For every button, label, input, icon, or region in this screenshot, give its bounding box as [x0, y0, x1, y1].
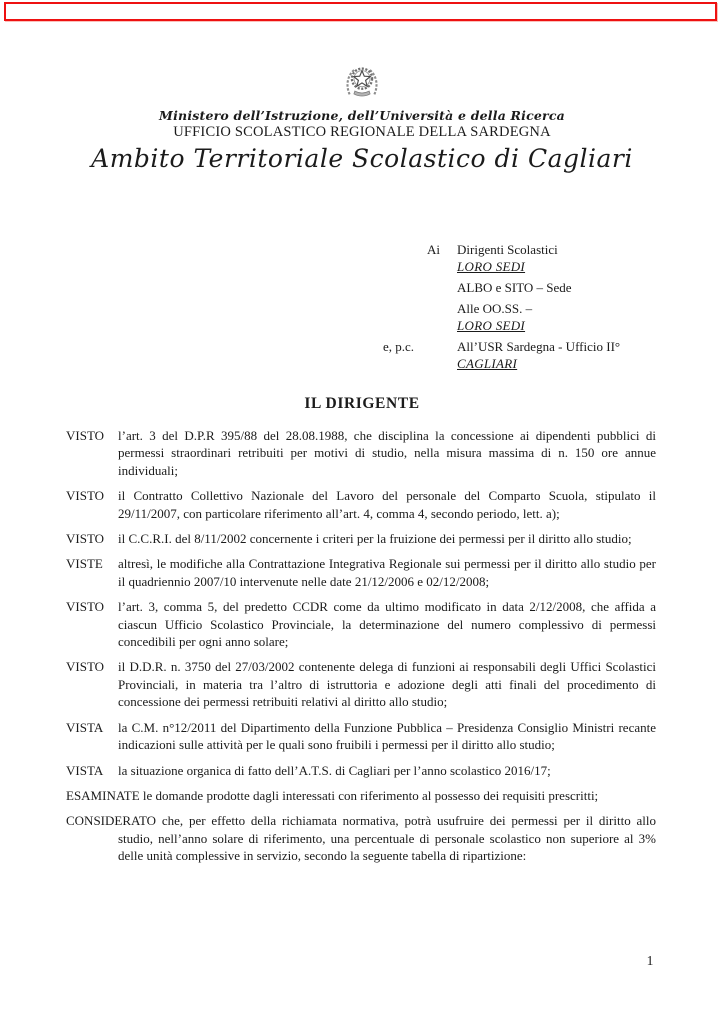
italy-emblem-icon	[340, 62, 384, 102]
regional-office-name: UFFICIO SCOLASTICO REGIONALE DELLA SARDEGNA	[173, 124, 551, 140]
protocol-stamp-frame	[4, 2, 717, 21]
premise-text: il Contratto Collettivo Nazionale del Lavoro del personale del Comparto Scuola, stipulato il 29/11/2007, con particolare riferimento all’art. 4, comma 4, secondo periodo, lett. a);	[118, 488, 656, 521]
ministry-name: Ministero dell’Istruzione, dell’Università e della Ricerca	[159, 108, 565, 123]
recipient-row	[383, 300, 703, 317]
recipient-name: All’USR Sardegna - Ufficio II°	[457, 339, 621, 354]
recipient-row	[383, 279, 703, 296]
recipient-name: LORO SEDI	[457, 318, 526, 333]
premise-label: VISTO	[66, 659, 105, 675]
premises-body	[66, 427, 656, 873]
premise-paragraph	[66, 762, 656, 779]
premise-label: CONSIDERATO	[66, 813, 157, 829]
premise-text: la C.M. n°12/2011 del Dipartimento della Funzione Pubblica – Presidenza Consiglio Ministri recante indicazioni sulle attività per le quali sono fruibili i permessi per il diritto allo studio;	[118, 719, 656, 753]
premise-paragraph	[66, 427, 656, 479]
premise-label: ESAMINATE	[66, 787, 140, 803]
recipient-name: Dirigenti Scolastici	[457, 242, 558, 257]
recipients-block	[383, 241, 703, 372]
letterhead	[0, 62, 724, 174]
premise-text: il C.C.R.I. del 8/11/2002 concernente i criteri per la fruizione dei permessi per il diritto allo studio;	[118, 531, 632, 547]
premise-text: che, per effetto della richiamata normativa, potrà usufruire dei permessi per il diritto allo studio, nell’anno solare di riferimento, una percentuale di personale scolastico non superiore al 3% delle unità complessive in servizio, secondo la seguente tabella di ripartizione:	[118, 813, 657, 864]
recipient-prefix: e, p.c.	[383, 339, 415, 354]
premise-paragraph	[66, 719, 656, 754]
premise-text: il D.D.R. n. 3750 del 27/03/2002 contenente delega di funzioni ai responsabili degli Uffici Scolastici Provinciali, in materia tra l’altro di istruttoria e adozione degli atti finali del procedimento di concessione dei permessi retribuiti relativi al diritto allo studio;	[118, 659, 656, 710]
premise-paragraph	[66, 487, 656, 522]
recipient-prefix: Ai	[427, 242, 440, 257]
recipient-row	[383, 355, 703, 372]
recipient-name: LORO SEDI	[457, 259, 526, 274]
premise-paragraph	[66, 555, 656, 590]
premise-text: altresì, le modifiche alla Contrattazione Integrativa Regionale sui permessi per il diritto allo studio per il quadriennio 2007/10 intervenute nelle date 21/12/2006 e 02/12/2008;	[118, 556, 656, 589]
recipient-name: CAGLIARI	[457, 356, 518, 371]
territorial-office-name: Ambito Territoriale Scolastico di Cagliari	[91, 144, 633, 173]
premise-paragraph	[66, 658, 656, 710]
premise-text: le domande prodotte dagli interessati con riferimento al possesso dei requisiti prescritti;	[142, 787, 599, 803]
premise-text: l’art. 3 del D.P.R 395/88 del 28.08.1988, che disciplina la concessione ai dipendenti pubblici di permessi straordinari retribuiti per motivi di studio, nella misura massima di n. 150 ore annue individuali;	[118, 428, 656, 478]
premise-paragraph	[66, 598, 656, 650]
recipient-row	[383, 241, 703, 258]
premise-label: VISTA	[66, 762, 104, 778]
recipient-row	[383, 258, 703, 275]
premise-text: l’art. 3, comma 5, del predetto CCDR come da ultimo modificato in data 2/12/2008, che affida a ciascun Ufficio Scolastico Provinciale, la determinazione del numero complessivo di permessi concedibili per ogni anno solare;	[118, 599, 656, 650]
premise-paragraph	[66, 530, 656, 547]
premise-text: la situazione organica di fatto dell’A.T.S. di Cagliari per l’anno scolastico 2016/17;	[118, 762, 551, 778]
premise-label: VISTO	[66, 428, 105, 443]
premise-label: VISTA	[66, 719, 104, 735]
premise-label: VISTO	[66, 599, 105, 615]
premise-label: VISTO	[66, 488, 105, 504]
recipient-name: Alle OO.SS. –	[457, 301, 533, 316]
page-number: 1	[646, 953, 654, 968]
premise-label: VISTO	[66, 531, 105, 547]
document-title: IL DIRIGENTE	[304, 395, 420, 412]
premise-paragraph	[66, 812, 656, 864]
premise-label: VISTE	[66, 556, 103, 572]
recipient-row	[383, 317, 703, 334]
recipient-name: ALBO e SITO – Sede	[457, 280, 572, 295]
premise-paragraph	[66, 787, 656, 804]
recipient-row	[383, 338, 703, 355]
